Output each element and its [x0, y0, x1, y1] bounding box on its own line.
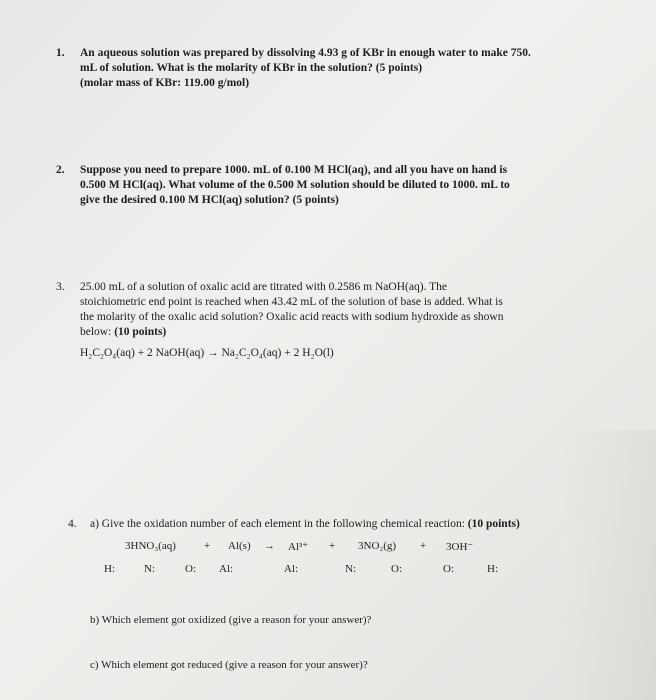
label-al: Al: — [219, 563, 234, 575]
points-label: (10 points) — [467, 518, 520, 530]
question-2-line-3 — [80, 193, 510, 208]
question-4 — [68, 517, 520, 532]
label-o: O: — [443, 563, 454, 575]
question-2-line-1: Suppose you need to prepare 1000. mL of 0.100 M HCl(aq), and all you have on hand is — [80, 164, 508, 176]
points-label: (5 points) — [292, 194, 339, 206]
paper-shadow — [560, 430, 656, 700]
question-number: 4. — [68, 518, 77, 530]
oxidation-labels-row — [0, 563, 656, 579]
question-number: 3. — [56, 281, 65, 293]
plus-sign: + — [420, 540, 427, 552]
label-h: H: — [487, 563, 498, 575]
label-o: O: — [185, 563, 196, 575]
reactant-aluminum: Al(s) — [228, 540, 251, 552]
question-2-line-3-text: give the desired 0.100 M HCl(aq) solution? — [80, 194, 290, 206]
question-1-line-1: An aqueous solution was prepared by dissolving 4.93 g of KBr in enough water to make 750. — [80, 47, 531, 59]
question-3-line-1: 25.00 mL of a solution of oxalic acid are titrated with 0.2586 m NaOH(aq). The — [80, 281, 447, 293]
reactant-nitric-acid: 3HNO₃(aq) — [125, 540, 176, 552]
question-2-line-2: 0.500 M HCl(aq). What volume of the 0.500 M solution should be diluted to 1000. mL to — [80, 179, 510, 191]
oxalic-acid-equation: H₂C₂O₄(aq) + 2 NaOH(aq) → Na₂C₂O₄(aq) + 2 H₂O(l) — [80, 347, 334, 359]
label-o: O: — [391, 563, 402, 575]
points-label: (5 points) — [375, 62, 423, 74]
reaction-arrow: → — [264, 540, 275, 552]
reaction-equation — [0, 540, 656, 556]
points-label: (10 points) — [114, 326, 167, 338]
plus-sign: + — [204, 540, 211, 552]
question-1-line-3: (molar mass of KBr: 119.00 g/mol) — [80, 77, 250, 89]
question-4-part-b: b) Which element got oxidized (give a reason for your answer)? — [90, 614, 372, 626]
label-h: H: — [104, 563, 115, 575]
question-2 — [56, 163, 510, 208]
question-1-line-2 — [80, 61, 531, 76]
question-number: 2. — [56, 164, 65, 176]
question-3-line-2: stoichiometric end point is reached when 43.42 mL of the solution of base is added. What is — [80, 296, 503, 308]
question-number: 1. — [56, 47, 65, 59]
label-n: N: — [144, 563, 155, 575]
label-al: Al: — [284, 563, 299, 575]
product-hydroxide: 3OH⁻ — [446, 541, 474, 553]
question-1-line-2-text: mL of solution. What is the molarity of KBr in the solution? — [80, 62, 373, 74]
question-3 — [56, 280, 504, 361]
question-3-line-3: the molarity of the oxalic acid solution? Oxalic acid reacts with sodium hydroxide as shown — [80, 311, 504, 323]
question-3-line-4-text: below: — [80, 326, 112, 338]
question-3-line-4 — [80, 325, 503, 340]
product-nitrogen-dioxide: 3NO₂(g) — [358, 540, 397, 552]
question-4-part-a — [90, 517, 520, 532]
part-a-text: a) Give the oxidation number of each element in the following chemical reaction: — [90, 518, 465, 530]
label-n: N: — [345, 563, 356, 575]
product-aluminum-ion: Al³⁺ — [288, 541, 309, 553]
question-4-part-c: c) Which element got reduced (give a reason for your answer)? — [90, 659, 368, 671]
question-1 — [56, 46, 531, 91]
plus-sign: + — [329, 540, 336, 552]
